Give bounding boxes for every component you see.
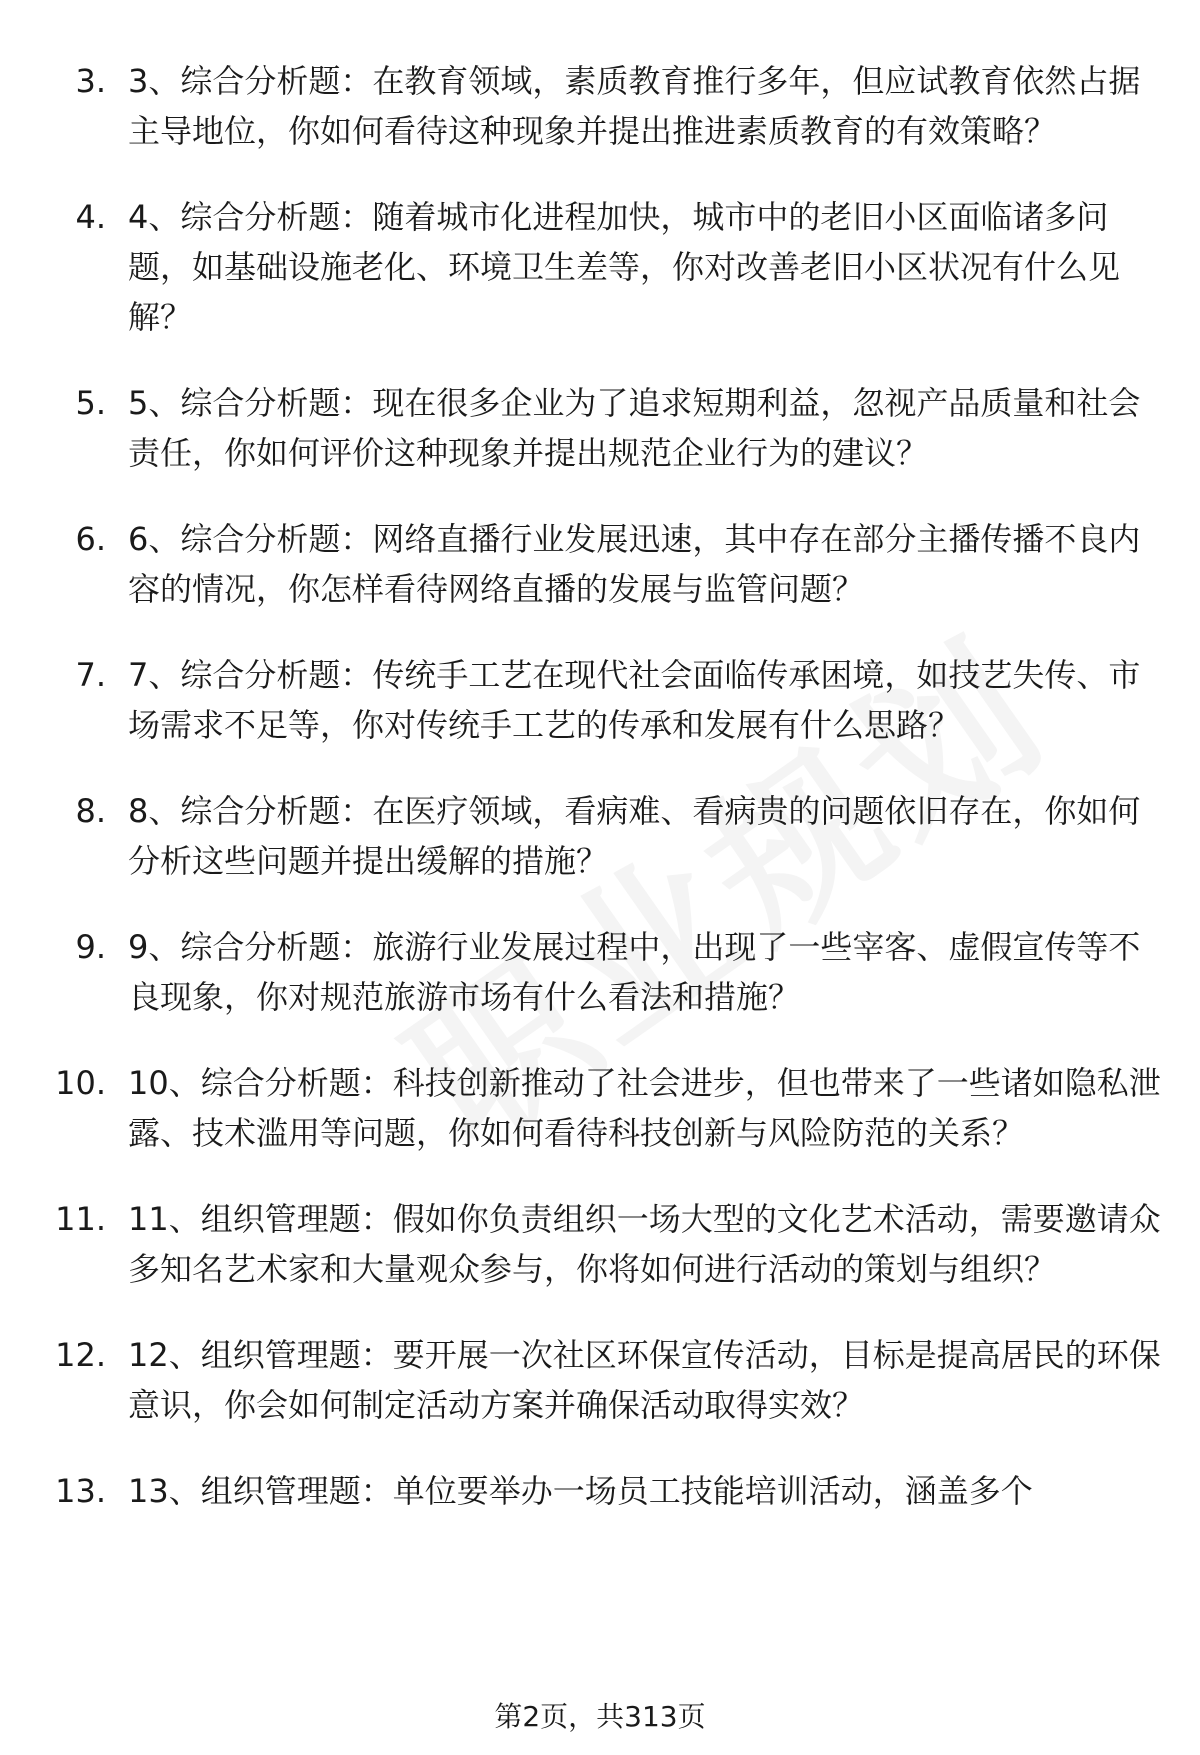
question-list	[0, 56, 1200, 1552]
question-item	[0, 922, 1200, 1022]
question-number: 5.	[75, 384, 106, 422]
question-number: 8.	[75, 792, 106, 830]
question-number: 6.	[75, 520, 106, 558]
question-text: 13、组织管理题：单位要举办一场员工技能培训活动，涵盖多个	[128, 1472, 1033, 1510]
question-text: 9、综合分析题：旅游行业发展过程中，出现了一些宰客、虚假宣传等不良现象，你对规范旅游市场有什么看法和措施？	[128, 928, 1141, 1016]
question-item	[0, 192, 1200, 342]
question-item	[0, 786, 1200, 886]
question-item	[0, 1194, 1200, 1294]
question-text: 7、综合分析题：传统手工艺在现代社会面临传承困境，如技艺失传、市场需求不足等，你对传统手工艺的传承和发展有什么思路？	[128, 656, 1141, 744]
question-text: 11、组织管理题：假如你负责组织一场大型的文化艺术活动，需要邀请众多知名艺术家和大量观众参与，你将如何进行活动的策划与组织？	[128, 1200, 1161, 1288]
question-number: 13.	[55, 1472, 106, 1510]
question-number: 11.	[55, 1200, 106, 1238]
question-item	[0, 514, 1200, 614]
question-text: 10、综合分析题：科技创新推动了社会进步，但也带来了一些诸如隐私泄露、技术滥用等问题，你如何看待科技创新与风险防范的关系？	[128, 1064, 1161, 1152]
question-item	[0, 1058, 1200, 1158]
question-number: 10.	[55, 1064, 106, 1102]
question-item	[0, 650, 1200, 750]
question-text: 12、组织管理题：要开展一次社区环保宣传活动，目标是提高居民的环保意识，你会如何制定活动方案并确保活动取得实效？	[128, 1336, 1161, 1424]
question-text: 8、综合分析题：在医疗领域，看病难、看病贵的问题依旧存在，你如何分析这些问题并提出缓解的措施？	[128, 792, 1141, 880]
question-text: 4、综合分析题：随着城市化进程加快，城市中的老旧小区面临诸多问题，如基础设施老化、环境卫生差等，你对改善老旧小区状况有什么见解？	[128, 198, 1121, 336]
question-number: 3.	[75, 62, 106, 100]
question-number: 7.	[75, 656, 106, 694]
question-number: 12.	[55, 1336, 106, 1374]
question-number: 9.	[75, 928, 106, 966]
question-item	[0, 378, 1200, 478]
question-item	[0, 1330, 1200, 1430]
question-item	[0, 1466, 1200, 1516]
question-number: 4.	[75, 198, 106, 236]
question-text: 6、综合分析题：网络直播行业发展迅速，其中存在部分主播传播不良内容的情况，你怎样看待网络直播的发展与监管问题？	[128, 520, 1141, 608]
question-item	[0, 56, 1200, 156]
page-footer: 第2页，共313页	[494, 1700, 706, 1733]
question-text: 3、综合分析题：在教育领域，素质教育推行多年，但应试教育依然占据主导地位，你如何看待这种现象并提出推进素质教育的有效策略？	[128, 62, 1141, 150]
question-text: 5、综合分析题：现在很多企业为了追求短期利益，忽视产品质量和社会责任，你如何评价这种现象并提出规范企业行为的建议？	[128, 384, 1141, 472]
